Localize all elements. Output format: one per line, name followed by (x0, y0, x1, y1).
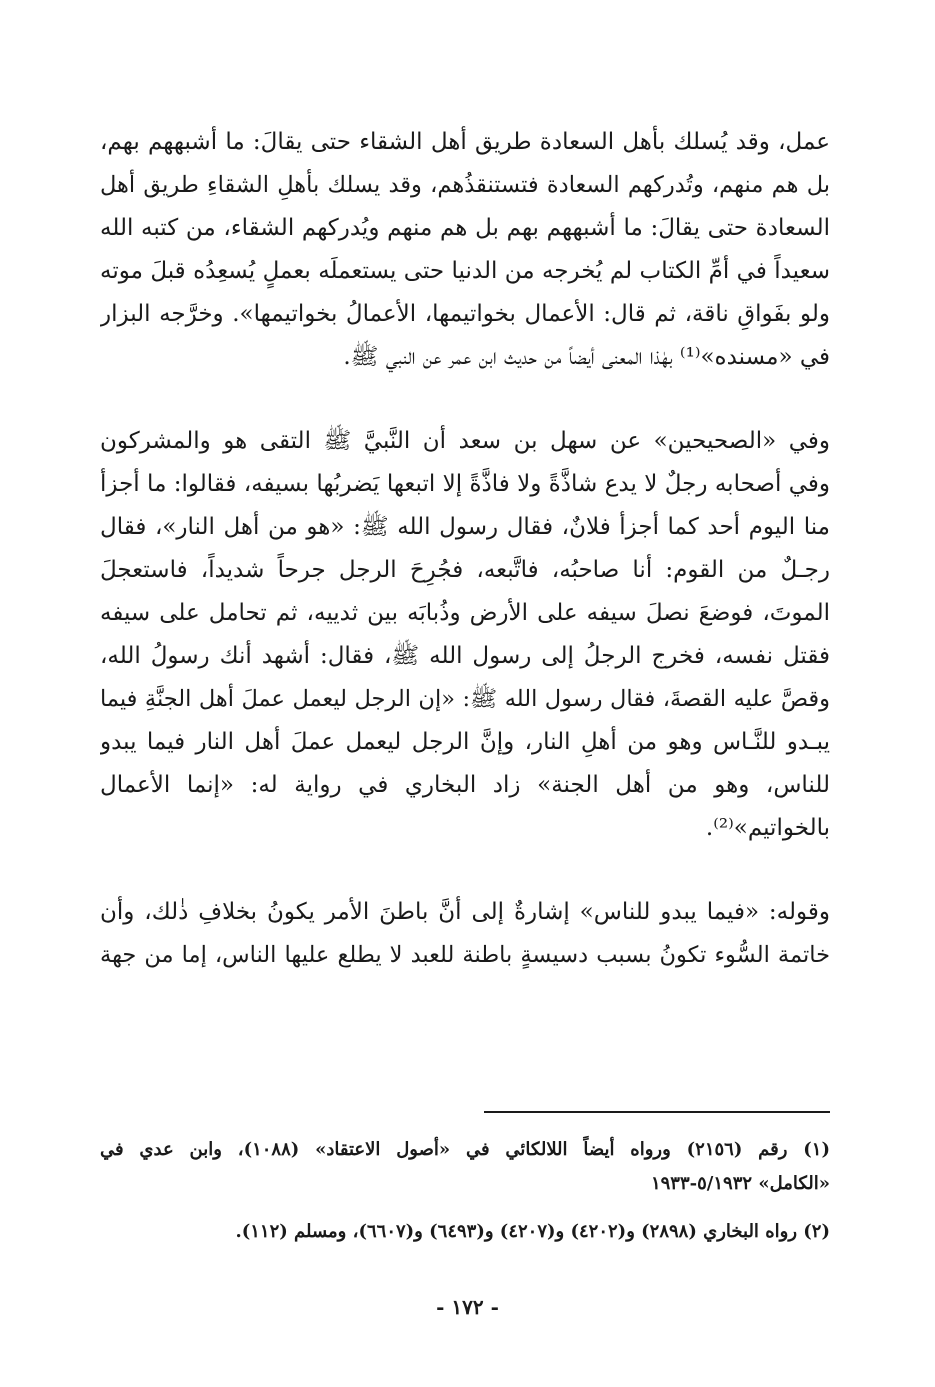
paragraph-1-line-2: بل هم منهم، وتُدركهم السعادة فتستنقذُهم، وقد يسلك بأهلِ الشقاءِ طريق أهل (100, 172, 830, 198)
page-number: - ١٧٢ - (436, 1295, 499, 1319)
paragraph-2-line-7: وقصَّ عليه القصةَ، فقال رسول الله ﷺ: «إن الرجل ليعمل عملَ أهل الجنَّةِ فيما (100, 686, 830, 712)
paragraph-3-line-2: خاتمة السُّوء تكونُ بسبب دسيسةٍ باطنة للعبد لا يطلع عليها الناس، إما من جهة (100, 942, 830, 968)
footnote-1-line-1: (١) رقم (٢١٥٦) ورواه أيضاً اللالكائي في «أصول الاعتقاد» (١٠٨٨)، وابن عدي في (100, 1139, 830, 1160)
paragraph-2-line-10: بالخواتيم»⁽²⁾. (705, 815, 830, 841)
paragraph-2-line-5: الموتَ، فوضعَ نصلَ سيفه على الأرض وذُبابَه بين ثدييه، ثم تحامل على سيفه (100, 600, 830, 626)
footnote-1-line-2: «الكامل» ٥/١٩٣٢-١٩٣٣ (650, 1173, 830, 1194)
paragraph-1-line-6: في «مسنده»⁽¹⁾ بهٰذا المعنى أيضاً من حديث ابن عمر عن النبي ﷺ. (343, 344, 830, 370)
paragraph-1-line-5: ولو بفَواقِ ناقة، ثم قال: الأعمال بخواتيمها، الأعمالُ بخواتيمها». وخرَّجه البزار (100, 301, 830, 327)
paragraph-1-line-1: عمل، وقد يُسلك بأهل السعادة طريق أهل الشقاء حتى يقالَ: ما أشبههم بهم، (100, 129, 830, 155)
paragraph-1-line-4: سعيداً في أمِّ الكتاب لم يُخرجه من الدنيا حتى يستعملَه بعملٍ يُسعِدُه قبلَ موته (100, 258, 830, 284)
paragraph-2-line-3: منا اليوم أحد كما أجزأ فلانٌ، فقال رسول الله ﷺ: «هو من أهل النار»، فقال (100, 514, 830, 540)
footnote-2-line-1: (٢) رواه البخاري (٢٨٩٨) و(٤٢٠٢) و(٤٢٠٧) و(٦٤٩٣) و(٦٦٠٧)، ومسلم (١١٢). (235, 1221, 830, 1242)
paragraph-3-line-1: وقوله: «فيما يبدو للناس» إشارةٌ إلى أنَّ باطنَ الأمر يكونُ بخلافِ ذٰلك، وأن (100, 899, 830, 925)
paragraph-2-line-8: يبـدو للنَّـاس وهو من أهلِ النار، وإنَّ الرجل ليعمل عملَ أهل النار فيما يبدو (100, 729, 830, 755)
paragraph-1-line-3: السعادة حتى يقالَ: ما أشبههم بهم بل هم منهم ويُدركهم الشقاء، من كتبه الله (100, 215, 830, 241)
paragraph-2-line-1: وفي «الصحيحين» عن سهل بن سعد أن النَّبيَّ ﷺ التقى هو والمشركون (100, 428, 830, 454)
footnote-separator (484, 1111, 830, 1113)
paragraph-2-line-9: للناس، وهو من أهل الجنة» زاد البخاري في رواية له: «إنما الأعمال (100, 772, 830, 798)
paragraph-2-line-6: فقتل نفسه، فخرج الرجلُ إلى رسول الله ﷺ، فقال: أشهد أنك رسولُ الله، (100, 643, 830, 669)
paragraph-2-line-2: وفي أصحابه رجلٌ لا يدع شاذَّةً ولا فاذَّةً إلا اتبعها يَضربُها بسيفه، فقالوا: ما أجزأ (100, 471, 830, 497)
paragraph-2-line-4: رجـلٌ من القوم: أنا صاحبُه، فاتَّبعه، فجُرِحَ الرجل جرحاً شديداً، فاستعجلَ (100, 557, 830, 583)
